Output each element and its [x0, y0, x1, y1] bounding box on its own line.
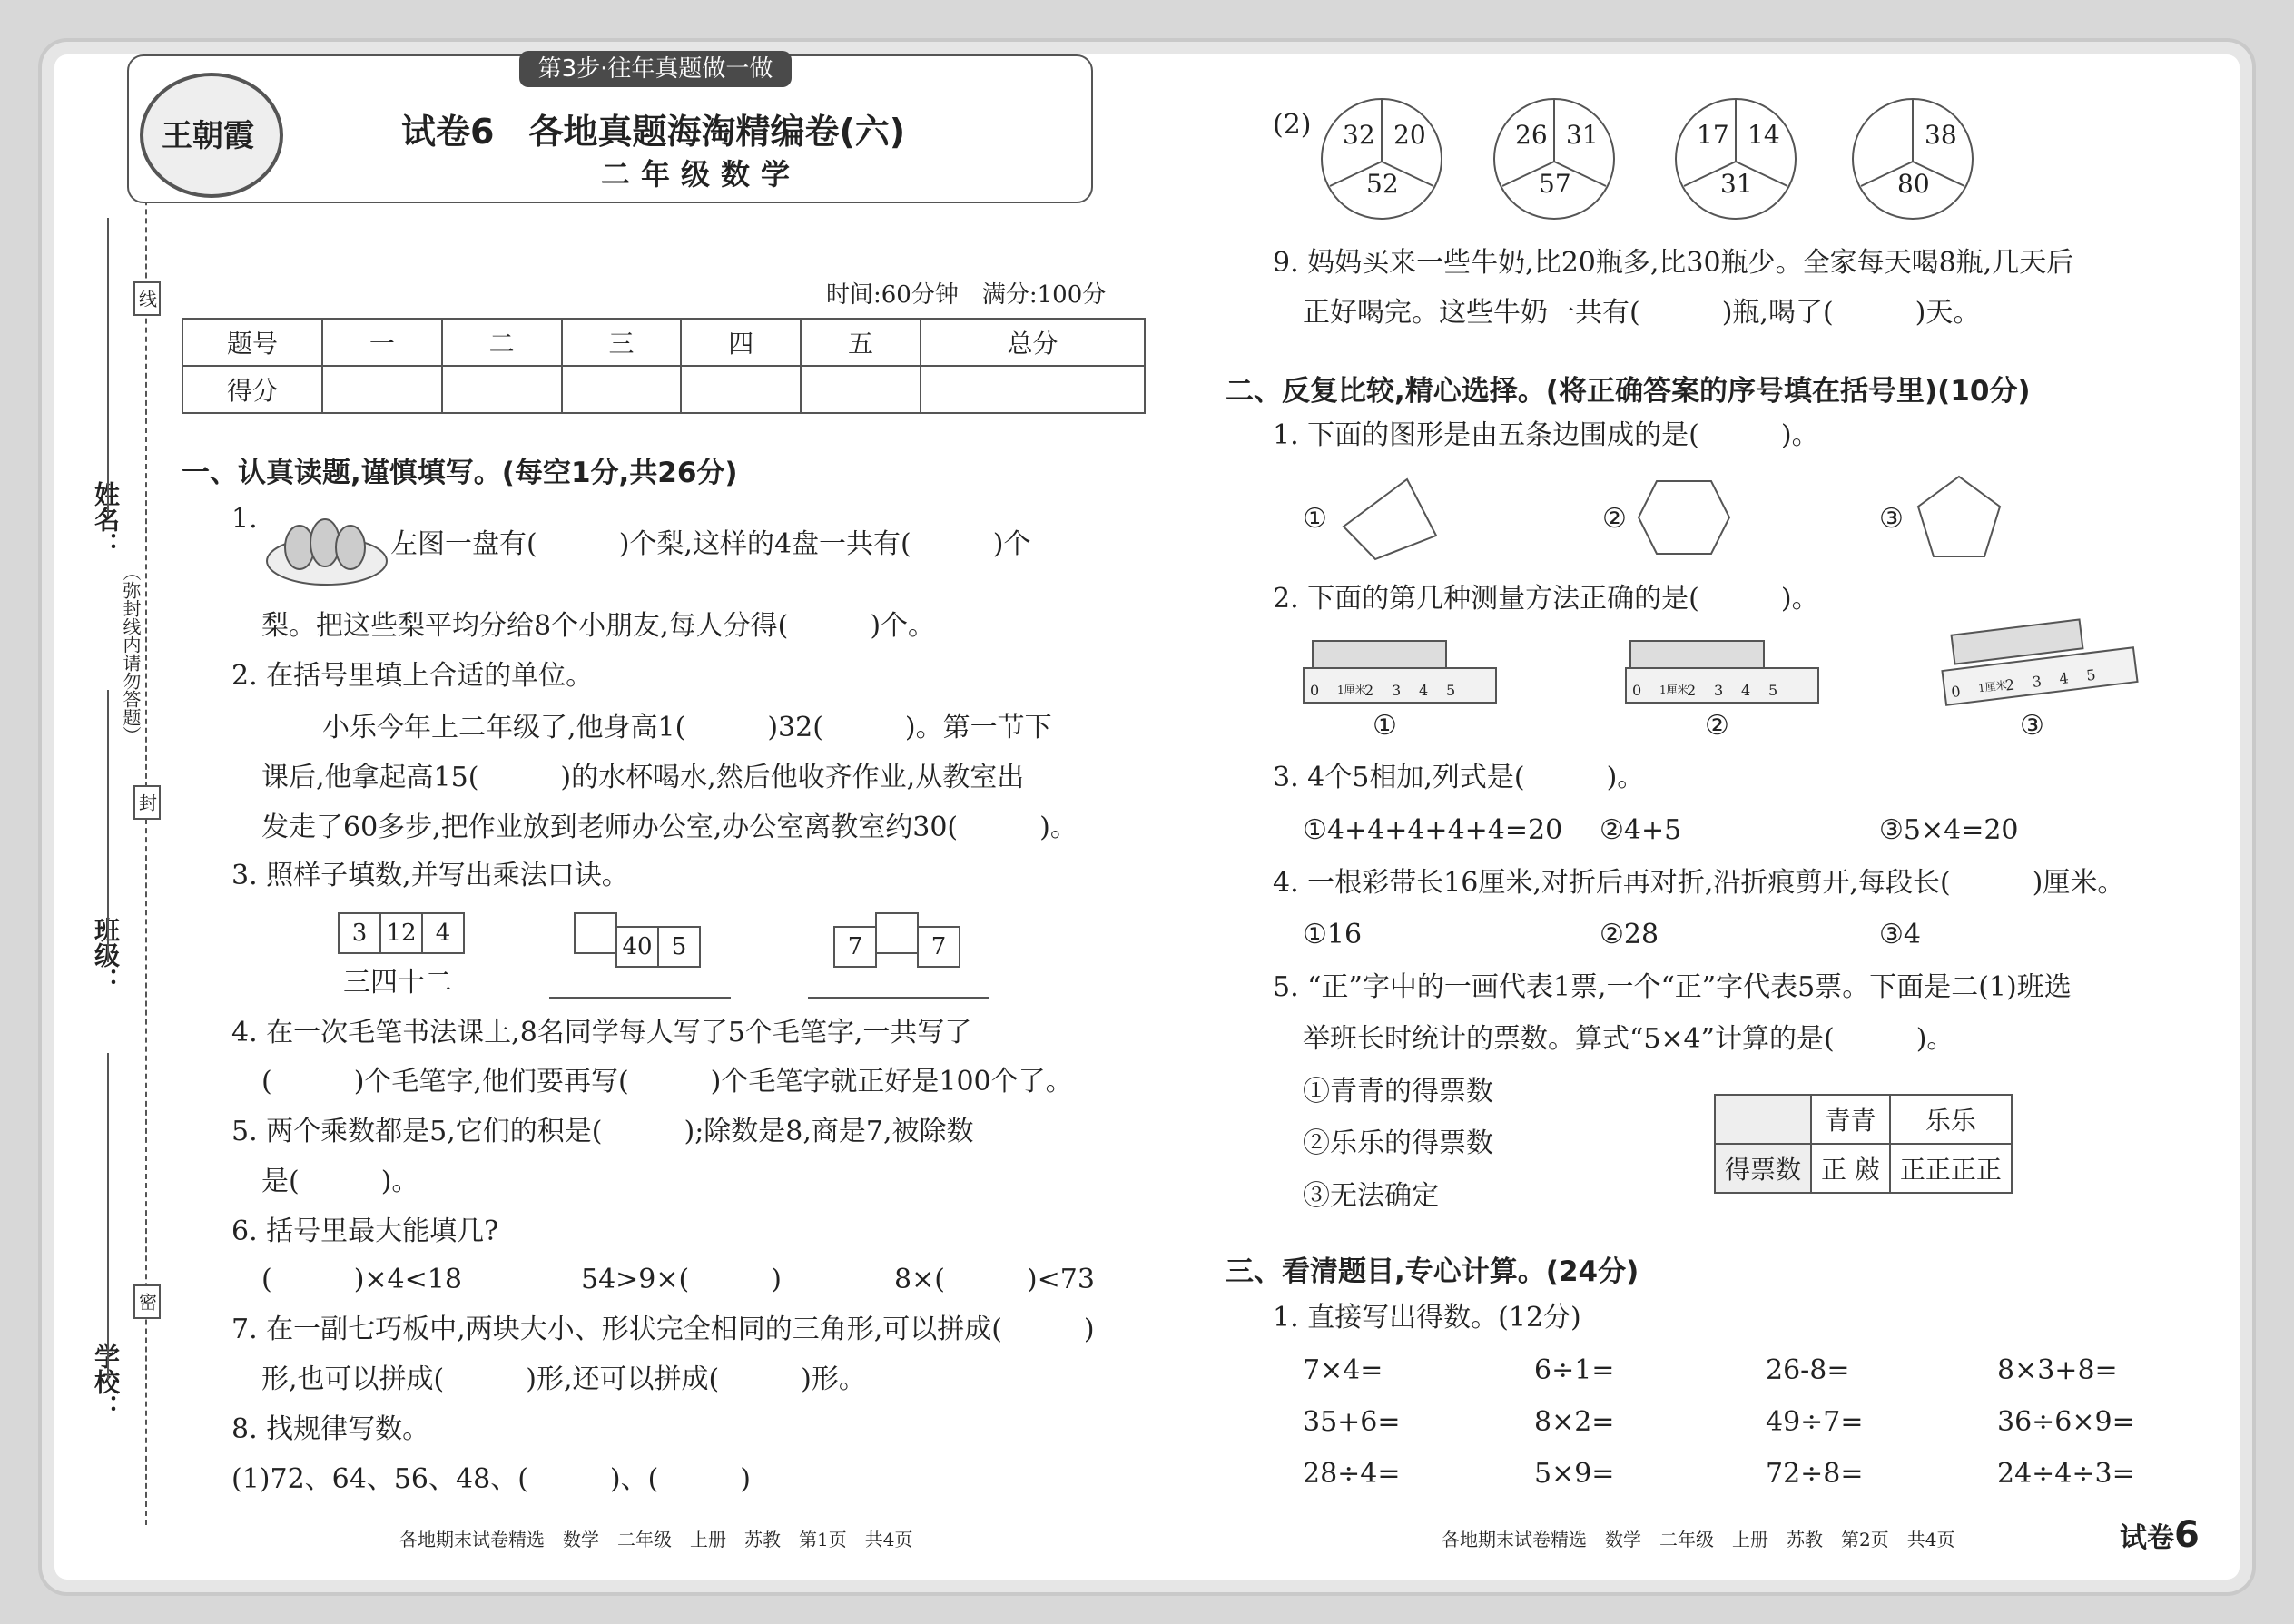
s2-q5-opt2: ②乐乐的得票数 — [1303, 1127, 1493, 1159]
logo-text: 王朝霞 — [162, 118, 254, 154]
score-cell[interactable] — [322, 366, 442, 413]
measured-block-2 — [1629, 640, 1765, 671]
exam-header — [127, 54, 1093, 203]
shape-option-1-label: ① — [1303, 503, 1327, 535]
seal-mark-mi: 密 — [133, 1284, 161, 1319]
number-circle — [1852, 98, 1974, 220]
quadrilateral-shape — [1334, 472, 1443, 563]
q8-part2-label: (2) — [1273, 109, 1312, 141]
ruler-tick: 0 — [1310, 682, 1320, 699]
tally-head-2: 乐乐 — [1890, 1095, 2012, 1144]
pentagon-shape — [1914, 472, 2004, 563]
ruler-1 — [1303, 667, 1497, 704]
q2-text: 2. 在括号里填上合适的单位。 — [231, 660, 594, 692]
q4-line-a: 4. 在一次毛笔书法课上,8名同学每人写了5个毛笔字,一共写了 — [231, 1017, 972, 1048]
number-box: 40 — [615, 926, 659, 968]
measure-option-3-label: ③ — [2020, 710, 2044, 742]
q3-boxes-1 — [338, 912, 463, 954]
s3-q1-text: 1. 直接写出得数。(12分) — [1273, 1302, 1581, 1334]
circle-number: 32 — [1343, 120, 1375, 150]
q2-line-a: 小乐今年上二年级了,他身高1( )32( )。第一节下 — [322, 712, 1052, 743]
q4-line-b: ( )个毛笔字,他们要再写( )个毛笔字就正好是100个了。 — [261, 1066, 1073, 1097]
time-score-info: 时间:60分钟 满分:100分 — [826, 281, 1107, 309]
score-header-label: 题号 — [182, 319, 322, 366]
ruler-tick: 5 — [2085, 665, 2097, 684]
paper-badge-label: 试卷 — [2120, 1522, 2174, 1554]
calc-item[interactable]: 7×4= — [1303, 1354, 1383, 1386]
school-field[interactable] — [107, 1053, 109, 1380]
measure-option-1-label: ① — [1373, 710, 1397, 742]
number-box: 7 — [833, 926, 877, 968]
number-box: 12 — [379, 912, 423, 954]
ruler-tick: 4 — [1419, 682, 1429, 699]
circle-number: 52 — [1366, 169, 1399, 199]
pears-plate-image — [263, 497, 390, 588]
circle-number: 26 — [1515, 120, 1548, 150]
q2-line-c: 发走了60多步,把作业放到老师办公室,办公室离教室约30( )。 — [261, 812, 1078, 843]
calc-item[interactable]: 49÷7= — [1766, 1406, 1864, 1438]
brand-logo — [140, 73, 283, 198]
circle-number: 57 — [1539, 169, 1571, 199]
calc-item[interactable]: 24÷4÷3= — [1997, 1458, 2135, 1490]
q9-line-a: 9. 妈妈买来一些牛奶,比20瓶多,比30瓶少。全家每天喝8瓶,几天后 — [1273, 247, 2074, 279]
circle-number: 31 — [1720, 169, 1753, 199]
s2-q3-opt2: ②4+5 — [1600, 814, 1682, 846]
circle-number: 31 — [1566, 120, 1599, 150]
number-box: 3 — [338, 912, 381, 954]
shape-option-2-label: ② — [1602, 503, 1627, 535]
s2-q5-opt3: ③无法确定 — [1303, 1180, 1439, 1212]
q5-line-a: 5. 两个乘数都是5,它们的积是( );除数是8,商是7,被除数 — [231, 1116, 974, 1147]
tally-row-label: 得票数 — [1715, 1144, 1811, 1193]
school-label: 学校： — [91, 1343, 121, 1420]
q1-text-a: 左图一盘有( )个梨,这样的4盘一共有( )个 — [390, 528, 1031, 560]
q3-answer-line-2[interactable] — [549, 997, 731, 999]
ruler-tick: 5 — [1446, 682, 1456, 699]
score-cell[interactable] — [562, 366, 682, 413]
tally-corner — [1715, 1095, 1811, 1144]
hexagon-shape — [1634, 477, 1734, 558]
number-circle — [1321, 98, 1442, 220]
exam-subtitle: 二年级数学 — [601, 157, 802, 192]
score-header-cell: 三 — [562, 319, 682, 366]
q1-text-b: 梨。把这些梨平均分给8个小朋友,每人分得( )个。 — [261, 610, 936, 642]
q8-part1: (1)72、64、56、48、( )、( ) — [231, 1463, 752, 1495]
section-3-title: 三、看清题目,专心计算。(24分) — [1226, 1255, 1639, 1288]
ruler-tick: 1厘米 — [1659, 684, 1689, 696]
score-header-cell: 一 — [322, 319, 442, 366]
score-header-cell: 四 — [681, 319, 801, 366]
ruler-tick: 4 — [1741, 682, 1751, 699]
s2-q2-text: 2. 下面的第几种测量方法正确的是( )。 — [1273, 583, 1819, 615]
s2-q4-text: 4. 一根彩带长16厘米,对折后再对折,沿折痕剪开,每段长( )厘米。 — [1273, 867, 2125, 899]
score-cell[interactable] — [801, 366, 921, 413]
shape-option-3-label: ③ — [1879, 503, 1904, 535]
s2-q5-opt1: ①青青的得票数 — [1303, 1076, 1493, 1107]
ruler-tick: 0 — [1632, 682, 1642, 699]
q2-line-b: 课后,他拿起高15( )的水杯喝水,然后他收齐作业,从教室出 — [261, 762, 1025, 793]
class-field[interactable] — [107, 690, 109, 962]
s2-q4-opt2: ②28 — [1600, 919, 1659, 950]
class-label: 班级： — [91, 917, 121, 993]
number-box: 7 — [917, 926, 960, 968]
q3-example: 三四十二 — [343, 967, 452, 999]
ruler-tick: 5 — [1768, 682, 1778, 699]
calc-item[interactable]: 72÷8= — [1766, 1458, 1864, 1490]
tally-head-1: 青青 — [1811, 1095, 1890, 1144]
ruler-tick: 3 — [1714, 682, 1724, 699]
circle-number: 20 — [1393, 120, 1426, 150]
q6-b: 54>9×( ) — [581, 1264, 782, 1295]
ruler-tick: 0 — [1950, 682, 1962, 701]
s2-q3-text: 3. 4个5相加,列式是( )。 — [1273, 762, 1645, 793]
tally-value-1: 正 㪐 — [1811, 1144, 1890, 1193]
number-box[interactable] — [875, 912, 919, 954]
calc-item[interactable]: 28÷4= — [1303, 1458, 1401, 1490]
score-row-label: 得分 — [182, 366, 322, 413]
score-cell[interactable] — [442, 366, 562, 413]
section-2-title: 二、反复比较,精心选择。(将正确答案的序号填在括号里)(10分) — [1226, 375, 2031, 408]
q7-line-a: 7. 在一副七巧板中,两块大小、形状完全相同的三角形,可以拼成( ) — [231, 1314, 1095, 1345]
seal-mark-xian: 线 — [133, 281, 161, 316]
footer-left: 各地期末试卷精选 数学 二年级 上册 苏教 第1页 共4页 — [399, 1529, 913, 1550]
q3-text: 3. 照样子填数,并写出乘法口诀。 — [231, 860, 629, 891]
q1-number: 1. — [231, 503, 258, 535]
score-header-cell: 二 — [442, 319, 562, 366]
score-header-cell: 总分 — [921, 319, 1145, 366]
q9-line-b: 正好喝完。这些牛奶一共有( )瓶,喝了( )天。 — [1303, 297, 1981, 329]
ruler-tick: 3 — [1392, 682, 1402, 699]
paper-badge-number: 6 — [2174, 1514, 2200, 1556]
measured-block-1 — [1312, 640, 1447, 671]
circle-number: 80 — [1897, 169, 1930, 199]
ruler-tick: 2 — [1364, 682, 1374, 699]
q6-text: 6. 括号里最大能填几? — [231, 1216, 499, 1247]
ruler-tick: 1厘米 — [1977, 678, 2008, 695]
circle-number: 38 — [1925, 120, 1957, 150]
q3-boxes-2 — [574, 912, 699, 968]
exam-title: 试卷6 各地真题海淘精编卷(六) — [401, 112, 906, 152]
q8-text: 8. 找规律写数。 — [231, 1413, 430, 1445]
s2-q5-line-a: 5. “正”字中的一画代表1票,一个“正”字代表5票。下面是二(1)班选 — [1273, 971, 2072, 1003]
calc-item[interactable]: 36÷6×9= — [1997, 1406, 2135, 1438]
q3-answer-line-3[interactable] — [808, 997, 989, 999]
q3-boxes-3 — [833, 912, 959, 968]
circle-number: 14 — [1748, 120, 1780, 150]
s2-q3-opt3: ③5×4=20 — [1879, 814, 2019, 846]
measure-option-2-label: ② — [1705, 710, 1729, 742]
calc-item[interactable]: 35+6= — [1303, 1406, 1401, 1438]
score-cell[interactable] — [681, 366, 801, 413]
q5-line-b: 是( )。 — [261, 1166, 419, 1197]
number-box[interactable] — [574, 912, 617, 954]
ruler-2 — [1625, 667, 1819, 704]
name-field[interactable] — [107, 218, 109, 517]
paper-badge — [2120, 1514, 2200, 1556]
score-table — [182, 318, 1146, 414]
s2-q5-line-b: 举班长时统计的票数。算式“5×4”计算的是( )。 — [1303, 1023, 1954, 1055]
calc-item[interactable]: 6÷1= — [1534, 1354, 1615, 1386]
q7-line-b: 形,也可以拼成( )形,还可以拼成( )形。 — [261, 1363, 866, 1395]
s2-q4-opt1: ①16 — [1303, 919, 1363, 950]
seal-mark-feng: 封 — [133, 785, 161, 820]
score-cell[interactable] — [921, 366, 1145, 413]
calc-item[interactable]: 5×9= — [1534, 1458, 1615, 1490]
calc-item[interactable]: 26-8= — [1766, 1354, 1850, 1386]
s2-q4-opt3: ③4 — [1879, 919, 1921, 950]
seal-note: （弥封线内请勿答题） — [120, 563, 142, 744]
tally-table — [1714, 1094, 2013, 1194]
ruler-tick: 3 — [2031, 672, 2043, 691]
number-circle — [1675, 98, 1797, 220]
footer-right: 各地期末试卷精选 数学 二年级 上册 苏教 第2页 共4页 — [1442, 1529, 1955, 1550]
ruler-tick: 2 — [2004, 675, 2016, 694]
ruler-tick: 4 — [2058, 669, 2070, 688]
calc-item[interactable]: 8×3+8= — [1997, 1354, 2118, 1386]
section-1-title: 一、认真读题,谨慎填写。(每空1分,共26分) — [182, 457, 738, 489]
ruler-tick: 2 — [1687, 682, 1697, 699]
s2-q3-opt1: ①4+4+4+4+4=20 — [1303, 814, 1563, 846]
q6-c: 8×( )<73 — [894, 1264, 1095, 1295]
circle-number: 17 — [1697, 120, 1729, 150]
score-header-cell: 五 — [801, 319, 921, 366]
step-badge: 第3步·往年真题做一做 — [519, 51, 792, 87]
number-box: 5 — [657, 926, 701, 968]
name-label: 姓名： — [91, 481, 121, 557]
calc-item[interactable]: 8×2= — [1534, 1406, 1615, 1438]
number-circle — [1493, 98, 1615, 220]
tally-value-2: 正正正正 — [1890, 1144, 2012, 1193]
q6-a: ( )×4<18 — [261, 1264, 462, 1295]
s2-q1-text: 1. 下面的图形是由五条边围成的是( )。 — [1273, 419, 1819, 451]
ruler-tick: 1厘米 — [1337, 684, 1366, 696]
number-box: 4 — [421, 912, 465, 954]
